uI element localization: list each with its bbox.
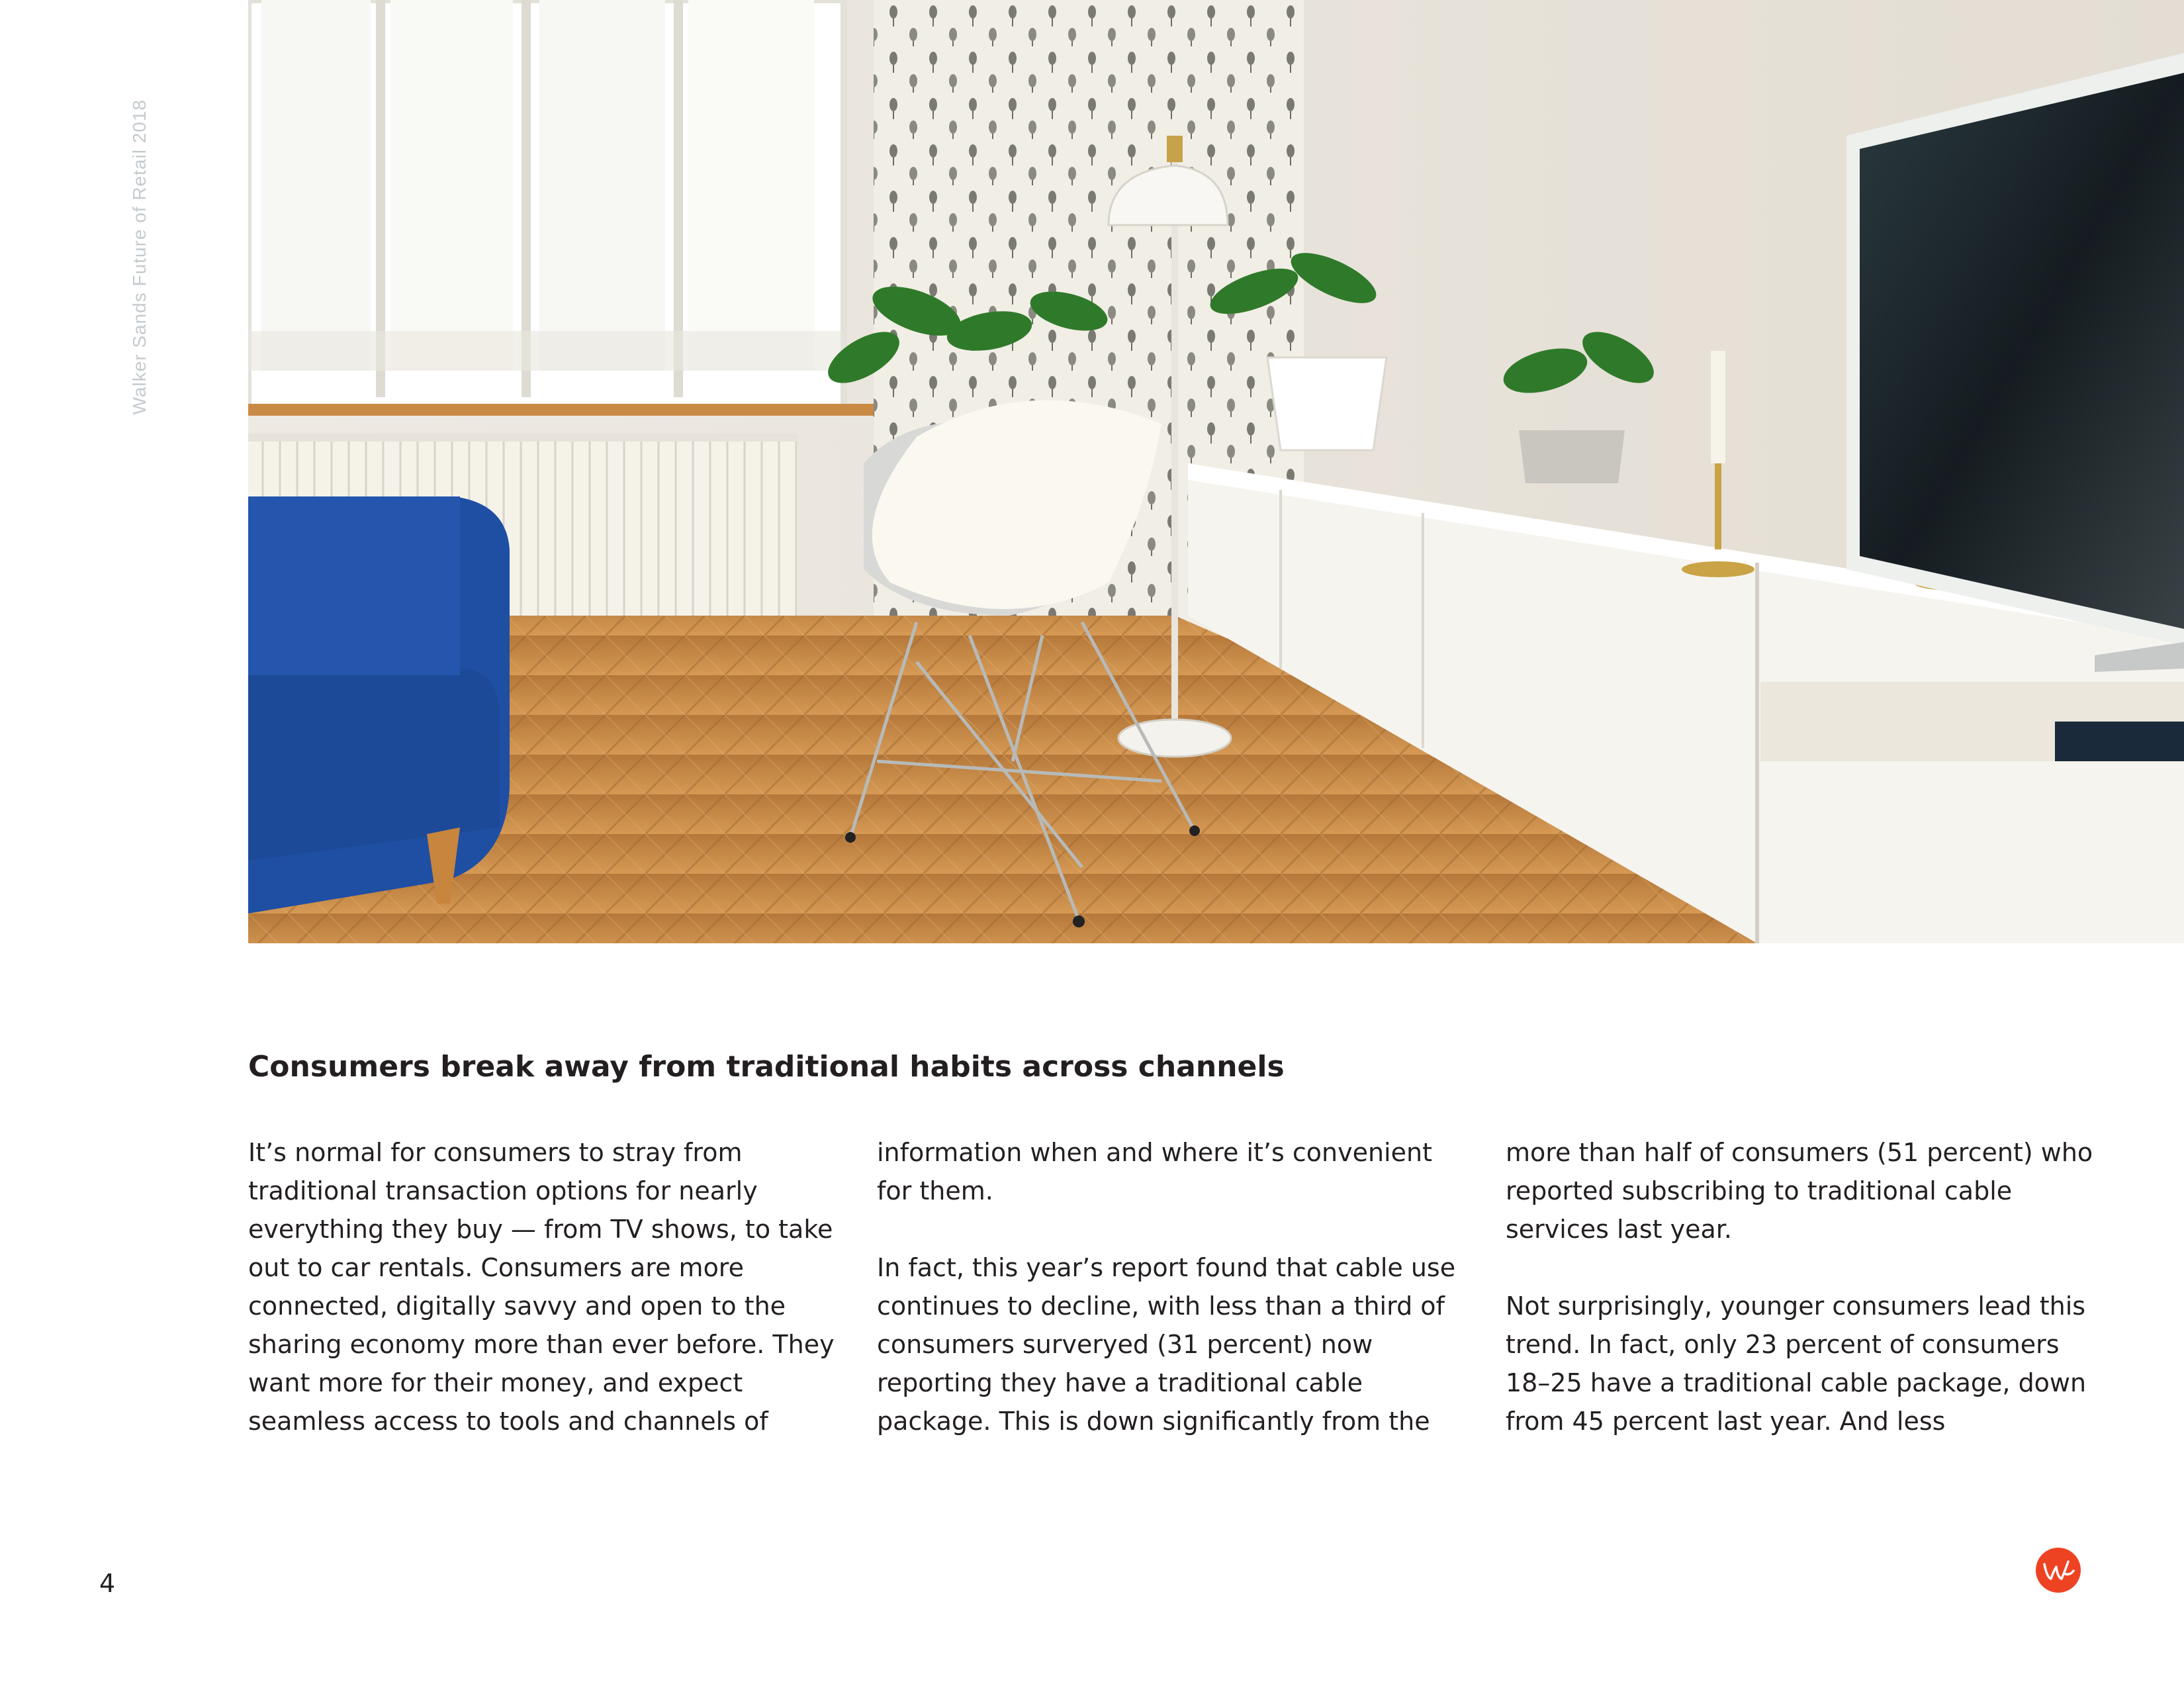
hero-image [248,0,2184,943]
text-column-3 [1506,1133,2095,1440]
paragraph: more than half of consumers (51 percent) who reported subscribing to traditional cable services last year. [1506,1138,2093,1244]
walker-sands-logo-icon [2035,1547,2081,1593]
paragraph: information when and where it’s convenient for them. [877,1138,1432,1205]
paragraph: It’s normal for consumers to stray from traditional transaction options for nearly everything they buy — from TV shows, to take out to car rentals. Consumers are more connected, digitally savvy and open to the sharing economy more than ever before. They want more for their money, and expect seamless access to tools and channels of [248,1138,835,1436]
paragraph: In fact, this year’s report found that cable use continues to decline, with less than a third of consumers surveryed (31 percent) now reporting they have a traditional cable package. This is down significantly from the [877,1253,1456,1436]
paragraph: Not surprisingly, younger consumers lead this trend. In fact, only 23 percent of consumers 18–25 have a traditional cable package, down from 45 percent last year. And less [1506,1291,2087,1436]
living-room-photo-icon [248,0,2184,943]
text-column-1 [248,1133,837,1440]
running-title: Walker Sands Future of Retail 2018 [129,99,150,415]
page-number: 4 [99,1569,116,1598]
section-heading: Consumers break away from traditional habits across channels [248,1050,1285,1084]
text-column-2 [877,1133,1466,1440]
